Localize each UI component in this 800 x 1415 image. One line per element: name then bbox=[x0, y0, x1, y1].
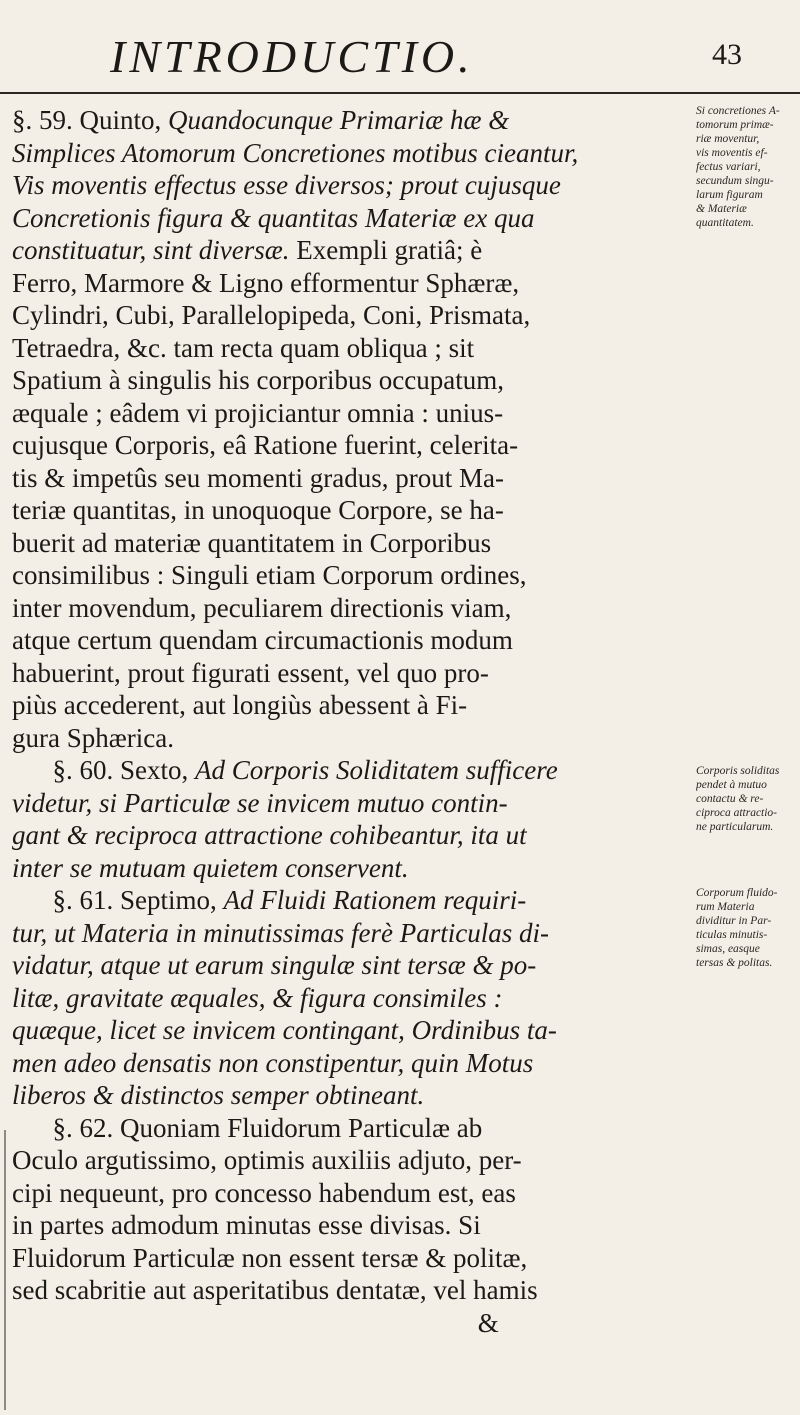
roman-run: piùs accederent, aut longiùs abessent à Fi- bbox=[12, 690, 468, 720]
margin-note-line: tersas & politas. bbox=[696, 957, 773, 969]
roman-run: æquale ; eâdem vi projiciantur omnia : unius- bbox=[12, 397, 504, 428]
margin-note bbox=[696, 104, 780, 230]
roman-run: Exempli gratiâ; è bbox=[289, 235, 483, 265]
italic-run: Simplices Atomorum Concretiones motibus cieantur, bbox=[12, 137, 579, 168]
margin-note-line: ne particularum. bbox=[696, 821, 774, 833]
roman-run: Tetraedra, &c. tam recta quam obliqua ; sit bbox=[12, 332, 475, 363]
roman-run: cipi nequeunt, pro concesso habendum est, eas bbox=[12, 1177, 516, 1208]
text-line bbox=[12, 852, 692, 885]
margin-note-line: ciproca attractio- bbox=[696, 807, 778, 819]
text-line bbox=[12, 657, 692, 690]
text-line bbox=[12, 137, 692, 170]
text-line bbox=[12, 1307, 692, 1340]
roman-run: Cylindri, Cubi, Parallelopipeda, Coni, Prismata, bbox=[12, 300, 531, 330]
text-line bbox=[12, 819, 692, 852]
italic-run: tur, ut Materia in minutissimas ferè Particulas di- bbox=[12, 917, 549, 948]
roman-run: §. 62. Quoniam Fluidorum Particulæ ab bbox=[12, 1112, 483, 1143]
roman-run: §. 59. Quinto, bbox=[12, 105, 169, 135]
text-line bbox=[12, 1144, 692, 1177]
roman-run: tis & impetûs seu momenti gradus, prout Ma- bbox=[12, 462, 504, 493]
italic-run: constituatur, sint diversæ. bbox=[12, 235, 290, 265]
text-line bbox=[12, 1177, 692, 1210]
text-line bbox=[12, 462, 692, 495]
roman-run: habuerint, prout figurati essent, vel quo pro- bbox=[12, 657, 489, 688]
text-line bbox=[12, 299, 692, 332]
text-line bbox=[12, 1242, 692, 1275]
margin-note-line: simas, easque bbox=[696, 943, 760, 955]
margin-note-line: Si concretiones A- bbox=[696, 105, 780, 117]
text-line bbox=[12, 364, 692, 397]
roman-run: Spatium à singulis his corporibus occupatum, bbox=[12, 365, 504, 395]
italic-run: Ad Fluidi Rationem requiri- bbox=[223, 885, 527, 915]
running-head bbox=[0, 22, 800, 94]
roman-run: in partes admodum minutas esse divisas. Si bbox=[12, 1210, 481, 1240]
text-line bbox=[12, 494, 692, 527]
margin-note-line: quantitatem. bbox=[696, 217, 754, 229]
margin-note-line: ticulas minutis- bbox=[696, 929, 768, 941]
roman-run: inter movendum, peculiarem directionis viam, bbox=[12, 592, 512, 623]
text-line bbox=[12, 1047, 692, 1080]
italic-run: Quandocunque Primariæ hæ & bbox=[168, 105, 510, 135]
roman-run: atque certum quendam circumactionis modum bbox=[12, 625, 513, 655]
roman-run: Ferro, Marmore & Ligno efformentur Sphæræ, bbox=[12, 267, 520, 298]
text-line bbox=[12, 592, 692, 625]
italic-run: videtur, si Particulæ se invicem mutuo contin- bbox=[12, 787, 508, 818]
margin-note-line: Corporum fluido- bbox=[696, 887, 778, 899]
text-line bbox=[12, 267, 692, 300]
italic-run: litæ, gravitate æquales, & figura consimiles : bbox=[12, 982, 503, 1013]
italic-run: gant & reciproca attractione cohibeantur, ita ut bbox=[12, 820, 527, 850]
italic-run: vidatur, atque ut earum singulæ sint tersæ & po- bbox=[12, 950, 537, 980]
margin-note-line: secundum singu- bbox=[696, 175, 774, 187]
margin-note-line: Corporis soliditas bbox=[696, 765, 780, 777]
text-line bbox=[12, 624, 692, 657]
margin-note bbox=[696, 886, 777, 970]
margin-note-line: dividitur in Par- bbox=[696, 915, 772, 927]
margin-note-line: riæ moventur, bbox=[696, 133, 760, 145]
text-line bbox=[12, 787, 692, 820]
margin-note-line: & Materiæ bbox=[696, 203, 747, 215]
roman-run: buerit ad materiæ quantitatem in Corporibus bbox=[12, 527, 492, 558]
roman-run: gura Sphærica. bbox=[12, 722, 174, 753]
text-line bbox=[12, 722, 692, 755]
italic-run: quæque, licet se invicem contingant, Ordinibus ta- bbox=[12, 1015, 557, 1045]
text-line bbox=[12, 397, 692, 430]
text-line bbox=[12, 332, 692, 365]
margin-note-line: larum figuram bbox=[696, 189, 763, 201]
roman-run: consimilibus : Singuli etiam Corporum ordines, bbox=[12, 560, 527, 590]
main-text bbox=[12, 104, 692, 1339]
text-line bbox=[12, 917, 692, 950]
roman-run: §. 61. Septimo, bbox=[12, 885, 224, 915]
margin-note-line: tomorum primæ- bbox=[696, 119, 774, 131]
roman-run: Oculo argutissimo, optimis auxiliis adjuto, per- bbox=[12, 1145, 522, 1175]
italic-run: Vis moventis effectus esse diversos; prout cujusque bbox=[12, 170, 561, 200]
roman-run: §. 60. Sexto, bbox=[12, 755, 196, 785]
text-line bbox=[12, 559, 692, 592]
roman-run: & bbox=[12, 1307, 499, 1338]
text-line bbox=[12, 1014, 692, 1047]
text-line bbox=[12, 689, 692, 722]
text-line bbox=[12, 982, 692, 1015]
italic-run: men adeo densatis non constipentur, quin Motus bbox=[12, 1047, 534, 1078]
text-line bbox=[12, 754, 692, 787]
text-line bbox=[12, 1274, 692, 1307]
italic-run: liberos & distinctos semper obtineant. bbox=[12, 1080, 425, 1110]
margin-note-line: vis moventis ef- bbox=[696, 147, 768, 159]
page-number: 43 bbox=[712, 38, 742, 71]
roman-run: cujusque Corporis, eâ Ratione fuerint, celerita- bbox=[12, 430, 519, 460]
margin-note-line: fectus variari, bbox=[696, 161, 761, 173]
margin-note-line: rum Materia bbox=[696, 901, 755, 913]
text-line bbox=[12, 234, 692, 267]
roman-run: Fluidorum Particulæ non essent tersæ & politæ, bbox=[12, 1242, 528, 1273]
text-line bbox=[12, 202, 692, 235]
page-edge-rule bbox=[4, 1130, 6, 1410]
margin-note-line: contactu & re- bbox=[696, 793, 764, 805]
text-line bbox=[12, 1209, 692, 1242]
text-line bbox=[12, 884, 692, 917]
italic-run: Ad Corporis Soliditatem sufficere bbox=[195, 755, 558, 785]
running-title: INTRODUCTIO. bbox=[110, 31, 474, 82]
text-line bbox=[12, 949, 692, 982]
margin-note bbox=[696, 764, 779, 834]
text-line bbox=[12, 1112, 692, 1145]
italic-run: Concretionis figura & quantitas Materiæ ex qua bbox=[12, 202, 535, 233]
text-line bbox=[12, 429, 692, 462]
roman-run: sed scabritie aut asperitatibus dentatæ, vel hamis bbox=[12, 1275, 538, 1305]
roman-run: teriæ quantitas, in unoquoque Corpore, se ha- bbox=[12, 495, 504, 525]
text-line bbox=[12, 104, 692, 137]
text-line bbox=[12, 169, 692, 202]
text-line bbox=[12, 527, 692, 560]
text-line bbox=[12, 1079, 692, 1112]
margin-note-line: pendet à mutuo bbox=[696, 779, 767, 791]
italic-run: inter se mutuam quietem conservent. bbox=[12, 852, 409, 883]
